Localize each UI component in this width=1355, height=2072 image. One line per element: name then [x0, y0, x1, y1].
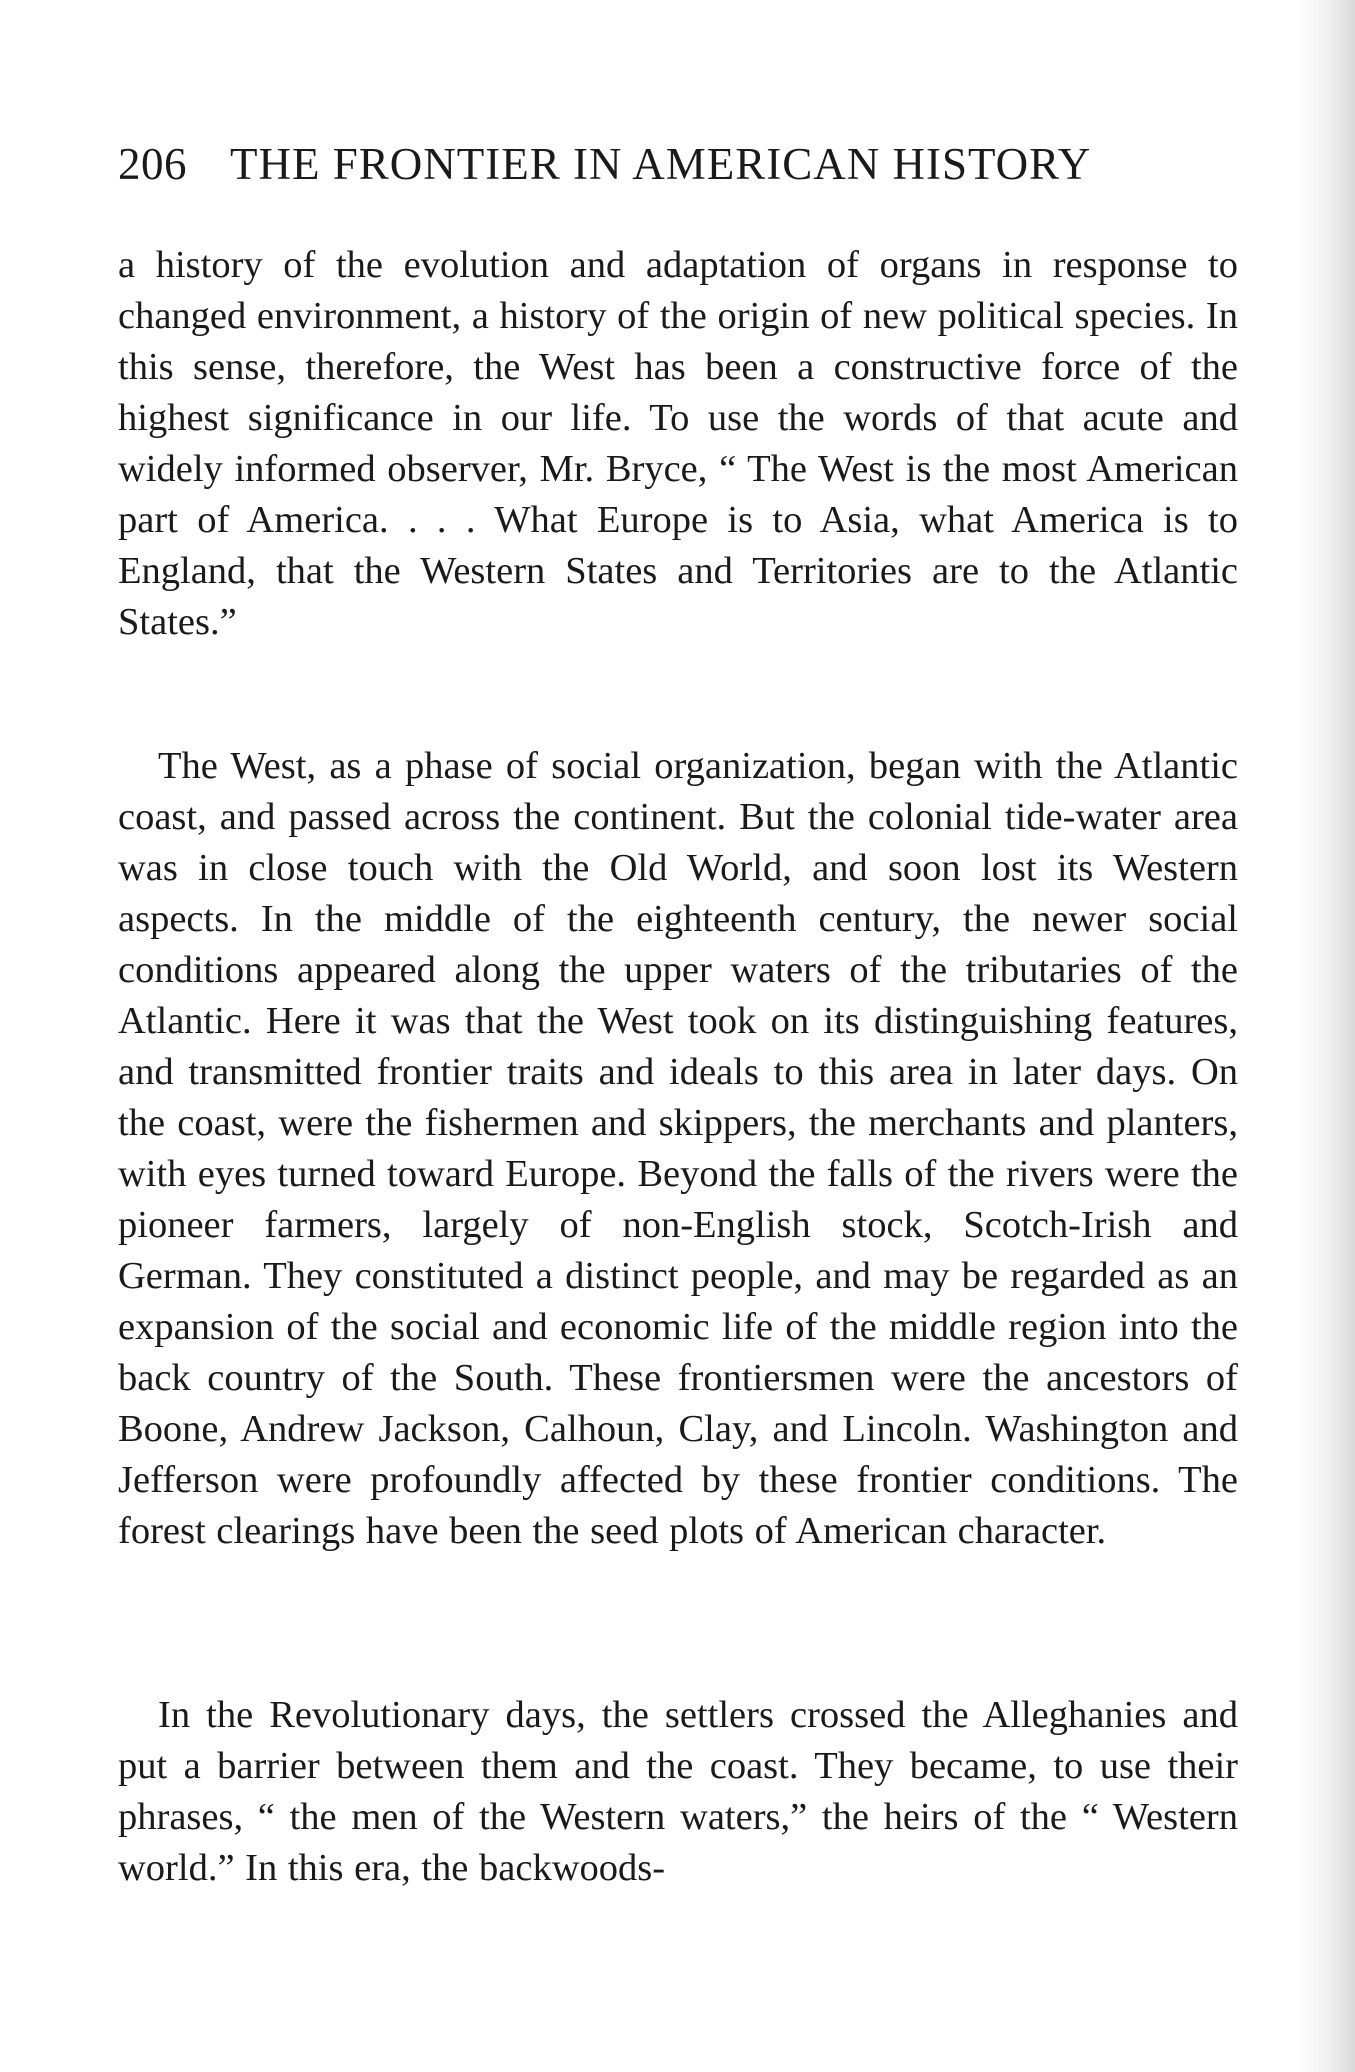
paragraph-revolutionary-days	[118, 1690, 1238, 1894]
page-number: 206	[118, 139, 187, 189]
paragraph-text: a history of the evolution and adaptation of organs in response to changed environment, a history of the origin of new political species. In this sense, therefore, the West has been a constructive force of the highest significance in our life. To use the words of that acute and widely informed observer, Mr. Bryce, “ The West is the most American part of America. . . . What Europe is to Asia, what America is to England, that the Western States and Territories are to the Atlantic States.”	[118, 244, 1238, 643]
paragraph-text: The West, as a phase of social organization, began with the Atlantic coast, and passed across the continent. But the colonial tide-water area was in close touch with the Old World, and soon lost its Western aspects. In the middle of the eighteenth century, the newer social conditions appeared along the upper waters of the tributaries of the Atlantic. Here it was that the West took on its distinguishing features, and transmitted frontier traits and ideals to this area in later days. On the coast, were the fishermen and skippers, the merchants and planters, with eyes turned toward Europe. Beyond the falls of the rivers were the pioneer farmers, largely of non-English stock, Scotch-Irish and German. They constituted a distinct people, and may be regarded as an expansion of the social and economic life of the middle region into the back country of the South. These frontiersmen were the ancestors of Boone, Andrew Jackson, Calhoun, Clay, and Lincoln. Washington and Jefferson were profoundly affected by these frontier conditions. The forest clearings have been the seed plots of American character.	[118, 745, 1238, 1552]
page-edge-shadow	[1295, 0, 1355, 2072]
paragraph-text: In the Revolutionary days, the settlers crossed the Alleghanies and put a barrier between them and the coast. They became, to use their phrases, “ the men of the Western waters,” the heirs of the “ Western world.” In this era, the backwoods-	[118, 1694, 1238, 1889]
paragraph-west-social-organization	[118, 741, 1238, 1557]
running-header	[118, 136, 1118, 192]
running-title: THE FRONTIER IN AMERICAN HISTORY	[230, 139, 1092, 189]
paragraph-continuation	[118, 240, 1238, 648]
